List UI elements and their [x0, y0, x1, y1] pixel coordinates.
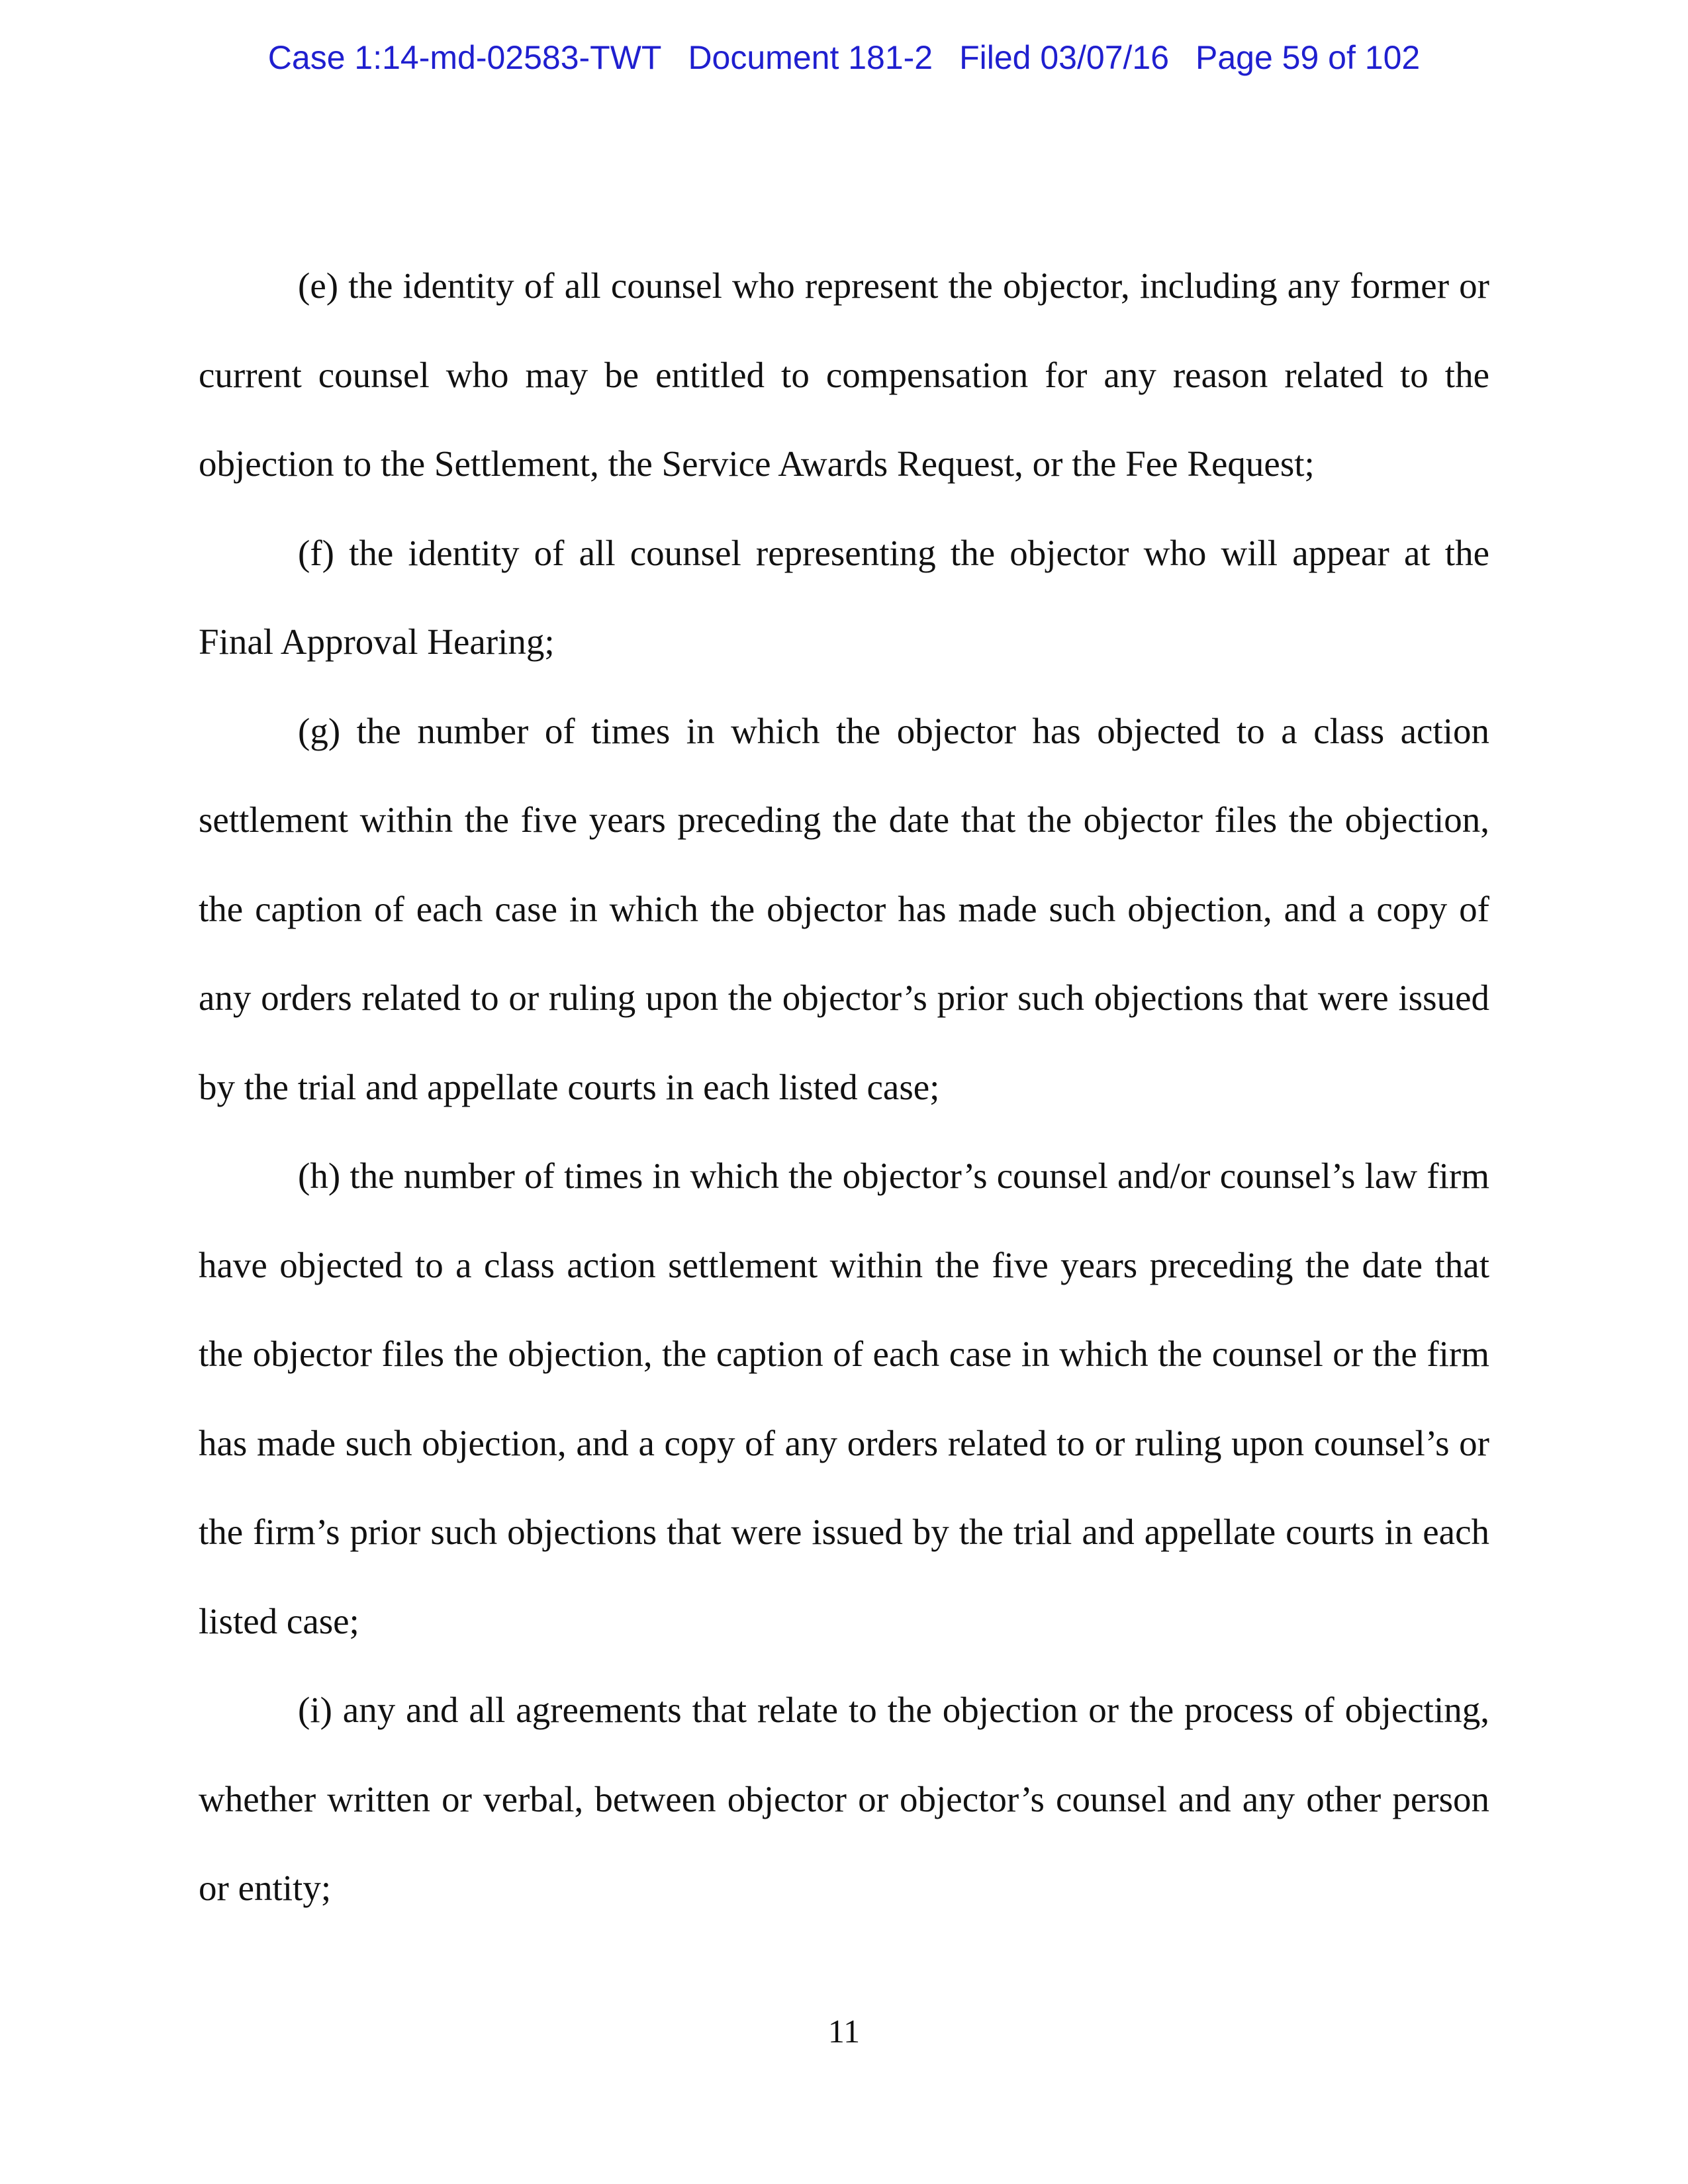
case-header [0, 38, 1688, 77]
body-text [199, 242, 1489, 1933]
page-of-total: Page 59 of 102 [1196, 39, 1421, 76]
paragraph-g: (g) the number of times in which the objector has objected to a class action settlement within the five years preceding the date that the objector files the objection, the caption of each case in which the objector has made such objection, and a copy of any orders related to or ruling upon the objector’s prior such objections that were issued by the trial and appellate courts in each listed case; [199, 710, 1489, 1107]
case-number: Case 1:14-md-02583-TWT [267, 39, 662, 76]
paragraph-h: (h) the number of times in which the objector’s counsel and/or counsel’s law firm have objected to a class action settlement within the five years preceding the date that the objector files the objection, the caption of each case in which the counsel or the firm has made such objection, and a copy of any orders related to or ruling upon counsel’s or the firm’s prior such objections that were issued by the trial and appellate courts in each listed case; [199, 1156, 1489, 1641]
paragraph-e: (e) the identity of all counsel who represent the objector, including any former or current counsel who may be entitled to compensation for any reason related to the objection to the Settlement, the Service Awards Request, or the Fee Request; [199, 265, 1489, 484]
paragraph-i: (i) any and all agreements that relate to the objection or the process of objecting, whether written or verbal, between objector or objector’s counsel and any other person or entity; [199, 1690, 1489, 1908]
filed-date: Filed 03/07/16 [959, 39, 1170, 76]
document-number: Document 181-2 [688, 39, 933, 76]
page-number: 11 [827, 2013, 861, 2050]
paragraph-f: (f) the identity of all counsel representing the objector who will appear at the Final Approval Hearing; [199, 532, 1489, 662]
